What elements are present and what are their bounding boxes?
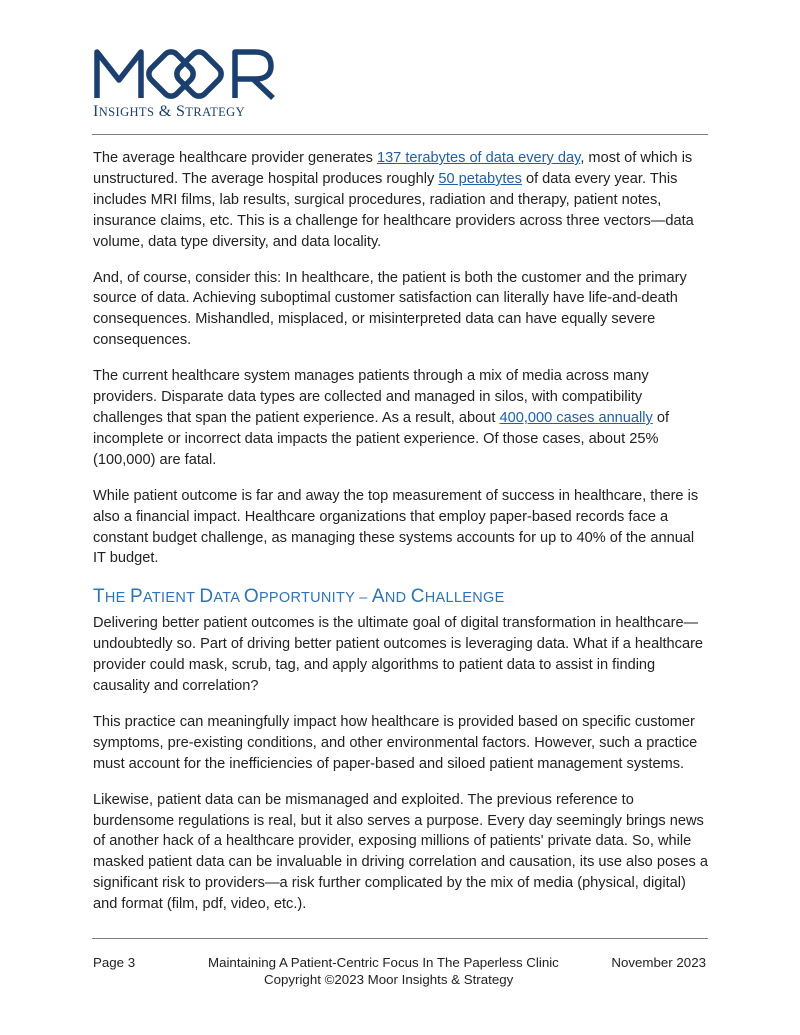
header-divider xyxy=(92,134,708,135)
paragraph: And, of course, consider this: In healthcare, the patient is both the customer and the primary source of data. Achieving suboptimal customer satisfaction can literally have life-and-death consequences. Mishandled, misplaced, or misinterpreted data can have equally severe consequences. xyxy=(93,269,687,349)
company-logo xyxy=(93,46,283,124)
article-body xyxy=(93,148,708,930)
paragraph: Likewise, patient data can be mismanaged and exploited. The previous reference to burdensome regulations is real, but it also serves a purpose. Every day seemingly brings news of another hack of a healthcare provider, exposing millions of patients' private data. So, while masked patient data can be invaluable in driving correlation and causation, its use also poses a significant risk to providers—a risk further complicated by the mix of media (physical, digital) and format (film, pdf, video, etc.). xyxy=(93,791,708,913)
paragraph: Delivering better patient outcomes is the ultimate goal of digital transformation in healthcare—undoubtedly so. Part of driving better patient outcomes is leveraging data. What if a healthcare provider could mask, scrub, tag, and apply algorithms to patient data to assist in finding causality and correlation? xyxy=(93,615,704,695)
link-terabytes[interactable]: 137 terabytes of data every day xyxy=(376,150,581,166)
logo-tagline: INSIGHTS & STRATEGY xyxy=(93,103,246,120)
paragraph: While patient outcome is far and away the top measurement of success in healthcare, there is also a financial impact. Healthcare organizations that employ paper-based records face a constant budget challenge, as managing these systems accounts for up to 40% of the annual IT budget. xyxy=(93,487,699,567)
moor-logo-icon xyxy=(93,46,283,102)
section-heading: THE PATIENT DATA OPPORTUNITY – AND CHALLENGE xyxy=(93,586,505,608)
document-title: Maintaining A Patient-Centric Focus In The Paperless Clinic xyxy=(208,955,559,970)
link-cases-annually[interactable]: 400,000 cases annually xyxy=(499,409,653,426)
page-number: Page 3 xyxy=(93,955,136,970)
paragraph: This practice can meaningfully impact how healthcare is provided based on specific customer symptoms, pre-existing conditions, and other environmental factors. However, such a practice must account for the inefficiencies of paper-based and siloed patient management systems. xyxy=(93,713,698,772)
paragraph: The average healthcare provider generates 137 terabytes of data every day, most of which is unstructured. The average hospital produces roughly 50 petabytes of data every year. This includes MRI films, lab results, surgical procedures, radiation and therapy, patient notes, insurance claims, etc. This is a challenge for healthcare providers across three vectors—data volume, data type diversity, and data locality. xyxy=(93,150,694,250)
link-petabytes[interactable]: 50 petabytes xyxy=(438,170,522,187)
footer-divider xyxy=(92,938,708,939)
publication-date: November 2023 xyxy=(611,955,706,970)
copyright-notice: Copyright ©2023 Moor Insights & Strategy xyxy=(264,972,514,987)
paragraph: The current healthcare system manages patients through a mix of media across many providers. Disparate data types are collected and managed in silos, with compatibility challenges that span the patient experience. As a result, about 400,000 cases annually of incomplete or incorrect data impacts the patient experience. Of those cases, about 25% (100,000) are fatal. xyxy=(93,368,670,468)
